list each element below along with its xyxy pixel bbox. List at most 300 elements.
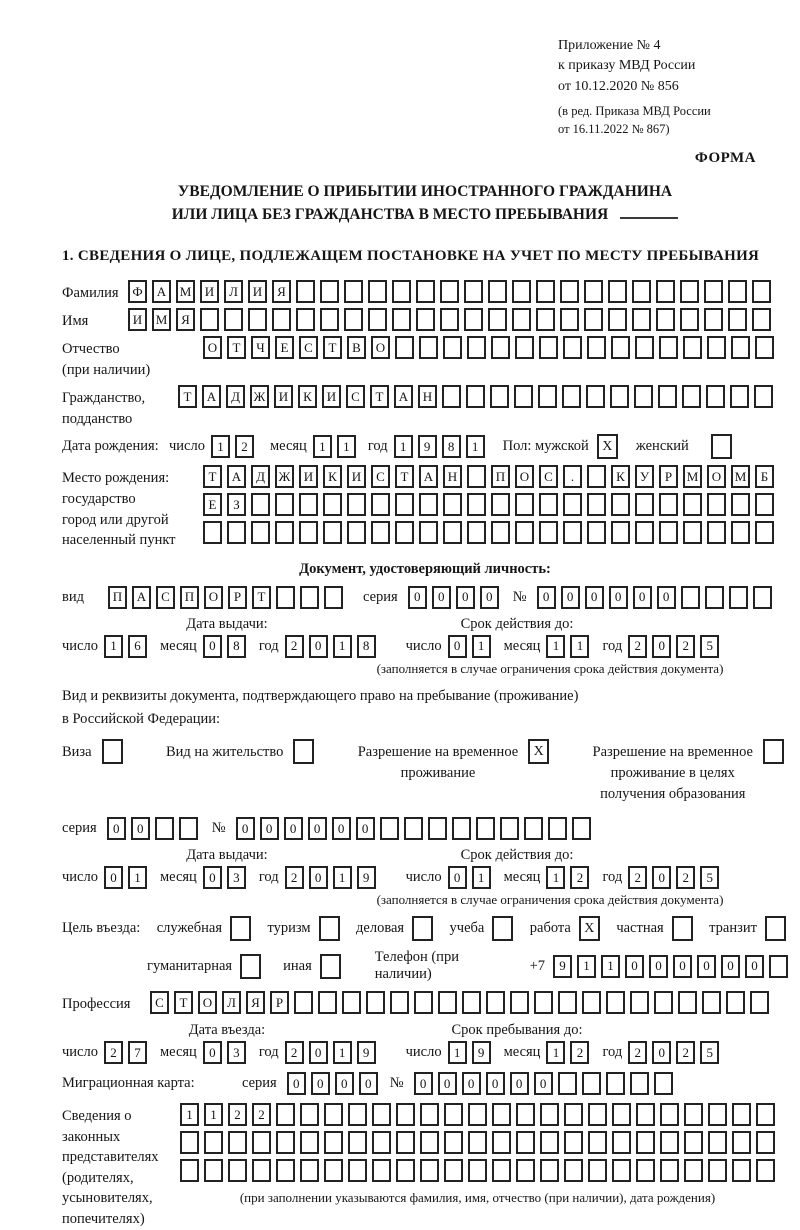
char-box[interactable] — [512, 308, 531, 331]
char-box[interactable] — [204, 1131, 223, 1154]
char-box[interactable] — [510, 991, 529, 1014]
char-box[interactable] — [606, 991, 625, 1014]
char-box[interactable] — [452, 817, 471, 840]
char-box[interactable] — [548, 817, 567, 840]
char-box[interactable] — [572, 817, 591, 840]
char-box[interactable]: О — [204, 586, 223, 609]
char-box[interactable] — [635, 336, 654, 359]
char-box[interactable] — [347, 493, 366, 516]
char-box[interactable] — [294, 991, 313, 1014]
char-box[interactable] — [586, 385, 605, 408]
char-box[interactable]: О — [371, 336, 390, 359]
char-box[interactable] — [366, 991, 385, 1014]
char-box[interactable]: 9 — [357, 866, 376, 889]
char-box[interactable] — [654, 991, 673, 1014]
char-box[interactable] — [155, 817, 174, 840]
char-box[interactable]: 0 — [537, 586, 556, 609]
char-box[interactable]: 9 — [418, 435, 437, 458]
char-box[interactable]: 2 — [676, 866, 695, 889]
char-box[interactable] — [442, 385, 461, 408]
char-box[interactable]: 0 — [673, 955, 692, 978]
char-box[interactable] — [368, 280, 387, 303]
char-box[interactable]: 2 — [252, 1103, 271, 1126]
char-box[interactable] — [324, 586, 343, 609]
char-box[interactable] — [416, 280, 435, 303]
char-box[interactable] — [658, 385, 677, 408]
char-box[interactable]: 1 — [211, 435, 230, 458]
char-box[interactable] — [444, 1103, 463, 1126]
char-box[interactable] — [584, 308, 603, 331]
char-box[interactable]: 5 — [700, 635, 719, 658]
char-box[interactable] — [404, 817, 423, 840]
char-box[interactable]: 2 — [676, 1041, 695, 1064]
char-box[interactable] — [563, 521, 582, 544]
char-box[interactable]: 0 — [657, 586, 676, 609]
char-box[interactable] — [681, 586, 700, 609]
char-box[interactable]: Б — [755, 465, 774, 488]
char-box[interactable] — [705, 586, 724, 609]
char-box[interactable] — [732, 1131, 751, 1154]
char-box[interactable] — [347, 521, 366, 544]
char-box[interactable] — [299, 493, 318, 516]
char-box[interactable] — [395, 521, 414, 544]
char-box[interactable]: 1 — [472, 635, 491, 658]
char-box[interactable] — [420, 1103, 439, 1126]
char-box[interactable] — [486, 991, 505, 1014]
char-box[interactable]: Я — [176, 308, 195, 331]
char-box[interactable]: И — [299, 465, 318, 488]
char-box[interactable]: 0 — [203, 635, 222, 658]
char-box[interactable]: 0 — [332, 817, 351, 840]
char-box[interactable] — [726, 991, 745, 1014]
char-box[interactable]: 8 — [227, 635, 246, 658]
char-box[interactable]: 2 — [628, 635, 647, 658]
char-box[interactable]: 0 — [448, 635, 467, 658]
char-box[interactable]: 1 — [466, 435, 485, 458]
char-box[interactable] — [248, 308, 267, 331]
char-box[interactable]: О — [198, 991, 217, 1014]
char-box[interactable] — [587, 493, 606, 516]
char-box[interactable] — [587, 465, 606, 488]
char-box[interactable]: 0 — [107, 817, 126, 840]
char-box[interactable]: Ж — [250, 385, 269, 408]
char-box[interactable] — [752, 280, 771, 303]
char-box[interactable] — [560, 280, 579, 303]
char-box[interactable]: 8 — [357, 635, 376, 658]
char-box[interactable]: А — [202, 385, 221, 408]
char-box[interactable] — [752, 308, 771, 331]
char-box[interactable]: 1 — [394, 435, 413, 458]
char-box[interactable] — [180, 1131, 199, 1154]
char-box[interactable] — [414, 991, 433, 1014]
char-box[interactable] — [635, 493, 654, 516]
char-box[interactable]: З — [227, 493, 246, 516]
char-box[interactable]: 0 — [652, 866, 671, 889]
char-box[interactable]: 5 — [700, 866, 719, 889]
char-box[interactable] — [683, 493, 702, 516]
char-box[interactable] — [392, 280, 411, 303]
char-box[interactable] — [732, 1103, 751, 1126]
char-box[interactable]: 0 — [260, 817, 279, 840]
char-box[interactable] — [464, 280, 483, 303]
char-box[interactable] — [558, 1072, 577, 1095]
char-box[interactable]: Р — [228, 586, 247, 609]
char-box[interactable] — [296, 308, 315, 331]
char-box[interactable]: П — [108, 586, 127, 609]
char-box[interactable] — [632, 280, 651, 303]
char-box[interactable] — [588, 1103, 607, 1126]
char-box[interactable] — [344, 280, 363, 303]
char-box[interactable] — [540, 1103, 559, 1126]
char-box[interactable] — [536, 308, 555, 331]
char-box[interactable] — [516, 1131, 535, 1154]
char-box[interactable]: Ч — [251, 336, 270, 359]
char-box[interactable]: 0 — [131, 817, 150, 840]
char-box[interactable]: Т — [178, 385, 197, 408]
char-box[interactable]: 0 — [510, 1072, 529, 1095]
char-box[interactable] — [462, 991, 481, 1014]
char-box[interactable] — [660, 1131, 679, 1154]
char-box[interactable]: Е — [275, 336, 294, 359]
char-box[interactable] — [558, 991, 577, 1014]
char-box[interactable] — [636, 1103, 655, 1126]
char-box[interactable] — [587, 336, 606, 359]
char-box[interactable] — [707, 493, 726, 516]
checkbox-purpose-business[interactable] — [412, 916, 433, 941]
char-box[interactable]: М — [176, 280, 195, 303]
char-box[interactable] — [342, 991, 361, 1014]
char-box[interactable] — [753, 586, 772, 609]
char-box[interactable]: 2 — [285, 1041, 304, 1064]
char-box[interactable]: Я — [246, 991, 265, 1014]
char-box[interactable] — [396, 1103, 415, 1126]
char-box[interactable]: 1 — [546, 866, 565, 889]
char-box[interactable] — [584, 280, 603, 303]
char-box[interactable] — [582, 1072, 601, 1095]
char-box[interactable]: Д — [251, 465, 270, 488]
char-box[interactable] — [678, 991, 697, 1014]
char-box[interactable] — [680, 280, 699, 303]
char-box[interactable]: 5 — [700, 1041, 719, 1064]
char-box[interactable] — [419, 521, 438, 544]
char-box[interactable]: 0 — [534, 1072, 553, 1095]
char-box[interactable] — [443, 336, 462, 359]
char-box[interactable]: Р — [270, 991, 289, 1014]
char-box[interactable]: 1 — [128, 866, 147, 889]
char-box[interactable]: Л — [224, 280, 243, 303]
char-box[interactable]: 2 — [104, 1041, 123, 1064]
char-box[interactable]: 0 — [203, 866, 222, 889]
checkbox-purpose-transit[interactable] — [765, 916, 786, 941]
char-box[interactable] — [588, 1131, 607, 1154]
char-box[interactable] — [395, 336, 414, 359]
char-box[interactable]: 1 — [601, 955, 620, 978]
char-box[interactable]: 1 — [333, 635, 352, 658]
char-box[interactable]: 0 — [356, 817, 375, 840]
char-box[interactable]: 1 — [472, 866, 491, 889]
char-box[interactable] — [606, 1072, 625, 1095]
char-box[interactable]: 0 — [414, 1072, 433, 1095]
char-box[interactable] — [536, 280, 555, 303]
char-box[interactable]: Т — [203, 465, 222, 488]
char-box[interactable] — [562, 385, 581, 408]
char-box[interactable] — [704, 280, 723, 303]
char-box[interactable] — [344, 308, 363, 331]
char-box[interactable]: 6 — [128, 635, 147, 658]
char-box[interactable] — [466, 385, 485, 408]
char-box[interactable]: 1 — [104, 635, 123, 658]
char-box[interactable]: . — [563, 465, 582, 488]
char-box[interactable] — [224, 308, 243, 331]
char-box[interactable] — [491, 521, 510, 544]
char-box[interactable] — [272, 308, 291, 331]
char-box[interactable] — [515, 336, 534, 359]
char-box[interactable] — [490, 385, 509, 408]
char-box[interactable] — [611, 521, 630, 544]
char-box[interactable] — [702, 991, 721, 1014]
char-box[interactable] — [516, 1103, 535, 1126]
char-box[interactable]: 0 — [448, 866, 467, 889]
char-box[interactable] — [390, 991, 409, 1014]
char-box[interactable] — [276, 1103, 295, 1126]
char-box[interactable]: 1 — [313, 435, 332, 458]
checkbox-temp-residence[interactable]: X — [528, 739, 549, 764]
char-box[interactable] — [682, 385, 701, 408]
char-box[interactable] — [632, 308, 651, 331]
char-box[interactable]: Т — [252, 586, 271, 609]
char-box[interactable]: Ж — [275, 465, 294, 488]
char-box[interactable] — [634, 385, 653, 408]
char-box[interactable] — [348, 1103, 367, 1126]
char-box[interactable]: М — [152, 308, 171, 331]
char-box[interactable] — [320, 308, 339, 331]
char-box[interactable] — [491, 493, 510, 516]
char-box[interactable]: 1 — [204, 1103, 223, 1126]
char-box[interactable] — [252, 1131, 271, 1154]
char-box[interactable]: 0 — [359, 1072, 378, 1095]
char-box[interactable]: О — [515, 465, 534, 488]
char-box[interactable]: 2 — [628, 866, 647, 889]
char-box[interactable]: 0 — [309, 866, 328, 889]
char-box[interactable]: 1 — [577, 955, 596, 978]
char-box[interactable] — [179, 817, 198, 840]
char-box[interactable] — [707, 521, 726, 544]
char-box[interactable] — [251, 493, 270, 516]
char-box[interactable]: 7 — [128, 1041, 147, 1064]
char-box[interactable]: Т — [395, 465, 414, 488]
char-box[interactable] — [419, 493, 438, 516]
char-box[interactable] — [419, 336, 438, 359]
char-box[interactable] — [228, 1131, 247, 1154]
char-box[interactable]: 0 — [652, 1041, 671, 1064]
char-box[interactable]: П — [491, 465, 510, 488]
char-box[interactable]: 1 — [333, 866, 352, 889]
char-box[interactable]: 1 — [337, 435, 356, 458]
char-box[interactable] — [755, 493, 774, 516]
char-box[interactable] — [563, 493, 582, 516]
char-box[interactable] — [368, 308, 387, 331]
char-box[interactable] — [708, 1103, 727, 1126]
char-box[interactable]: У — [635, 465, 654, 488]
char-box[interactable]: 0 — [480, 586, 499, 609]
char-box[interactable] — [538, 385, 557, 408]
char-box[interactable] — [560, 308, 579, 331]
char-box[interactable]: 0 — [284, 817, 303, 840]
char-box[interactable] — [635, 521, 654, 544]
char-box[interactable] — [659, 521, 678, 544]
char-box[interactable] — [684, 1103, 703, 1126]
char-box[interactable] — [416, 308, 435, 331]
char-box[interactable]: С — [371, 465, 390, 488]
char-box[interactable]: С — [346, 385, 365, 408]
char-box[interactable]: 0 — [633, 586, 652, 609]
char-box[interactable] — [636, 1131, 655, 1154]
char-box[interactable] — [443, 521, 462, 544]
char-box[interactable] — [769, 955, 788, 978]
char-box[interactable] — [630, 1072, 649, 1095]
char-box[interactable]: 0 — [697, 955, 716, 978]
checkbox-residence-permit[interactable] — [293, 739, 314, 764]
char-box[interactable] — [539, 493, 558, 516]
char-box[interactable]: М — [683, 465, 702, 488]
char-box[interactable]: 0 — [104, 866, 123, 889]
char-box[interactable] — [440, 308, 459, 331]
char-box[interactable] — [731, 493, 750, 516]
char-box[interactable] — [203, 521, 222, 544]
char-box[interactable]: Ф — [128, 280, 147, 303]
char-box[interactable] — [729, 586, 748, 609]
char-box[interactable]: И — [274, 385, 293, 408]
char-box[interactable] — [324, 1131, 343, 1154]
char-box[interactable] — [492, 1103, 511, 1126]
char-box[interactable] — [514, 385, 533, 408]
checkbox-purpose-other[interactable] — [320, 954, 341, 979]
char-box[interactable] — [464, 308, 483, 331]
char-box[interactable] — [654, 1072, 673, 1095]
char-box[interactable]: 0 — [308, 817, 327, 840]
char-box[interactable]: И — [347, 465, 366, 488]
char-box[interactable] — [467, 521, 486, 544]
char-box[interactable]: 0 — [649, 955, 668, 978]
char-box[interactable]: 1 — [546, 1041, 565, 1064]
char-box[interactable] — [539, 336, 558, 359]
checkbox-female[interactable] — [711, 434, 732, 459]
char-box[interactable] — [324, 1103, 343, 1126]
char-box[interactable]: 9 — [357, 1041, 376, 1064]
checkbox-purpose-study[interactable] — [492, 916, 513, 941]
char-box[interactable]: В — [347, 336, 366, 359]
char-box[interactable] — [612, 1103, 631, 1126]
char-box[interactable] — [300, 1131, 319, 1154]
char-box[interactable] — [656, 280, 675, 303]
char-box[interactable] — [756, 1131, 775, 1154]
char-box[interactable] — [704, 308, 723, 331]
char-box[interactable]: К — [611, 465, 630, 488]
char-box[interactable]: 2 — [628, 1041, 647, 1064]
char-box[interactable] — [395, 493, 414, 516]
char-box[interactable]: 8 — [442, 435, 461, 458]
char-box[interactable] — [251, 521, 270, 544]
char-box[interactable]: К — [323, 465, 342, 488]
char-box[interactable]: 0 — [311, 1072, 330, 1095]
char-box[interactable] — [440, 280, 459, 303]
char-box[interactable] — [564, 1103, 583, 1126]
char-box[interactable]: 1 — [333, 1041, 352, 1064]
char-box[interactable]: 0 — [309, 1041, 328, 1064]
char-box[interactable]: О — [203, 336, 222, 359]
char-box[interactable] — [582, 991, 601, 1014]
char-box[interactable]: Н — [443, 465, 462, 488]
char-box[interactable] — [467, 465, 486, 488]
char-box[interactable] — [680, 308, 699, 331]
char-box[interactable]: А — [227, 465, 246, 488]
char-box[interactable] — [468, 1131, 487, 1154]
char-box[interactable]: 3 — [227, 866, 246, 889]
char-box[interactable]: 2 — [285, 635, 304, 658]
char-box[interactable] — [276, 1131, 295, 1154]
char-box[interactable]: Я — [272, 280, 291, 303]
char-box[interactable] — [755, 521, 774, 544]
char-box[interactable] — [728, 308, 747, 331]
char-box[interactable]: 1 — [570, 635, 589, 658]
char-box[interactable]: 0 — [462, 1072, 481, 1095]
char-box[interactable]: П — [180, 586, 199, 609]
char-box[interactable] — [467, 336, 486, 359]
char-box[interactable]: И — [128, 308, 147, 331]
char-box[interactable]: Р — [659, 465, 678, 488]
char-box[interactable] — [731, 521, 750, 544]
checkbox-purpose-work[interactable]: X — [579, 916, 600, 941]
char-box[interactable] — [706, 385, 725, 408]
char-box[interactable] — [227, 521, 246, 544]
char-box[interactable] — [684, 1131, 703, 1154]
char-box[interactable]: С — [539, 465, 558, 488]
char-box[interactable]: Л — [222, 991, 241, 1014]
char-box[interactable] — [539, 521, 558, 544]
char-box[interactable] — [476, 817, 495, 840]
char-box[interactable] — [659, 493, 678, 516]
char-box[interactable] — [372, 1131, 391, 1154]
char-box[interactable] — [428, 817, 447, 840]
char-box[interactable] — [492, 1131, 511, 1154]
char-box[interactable]: Т — [174, 991, 193, 1014]
char-box[interactable]: А — [132, 586, 151, 609]
char-box[interactable] — [488, 308, 507, 331]
char-box[interactable]: 2 — [235, 435, 254, 458]
char-box[interactable]: 1 — [546, 635, 565, 658]
checkbox-purpose-humanitarian[interactable] — [240, 954, 261, 979]
char-box[interactable] — [296, 280, 315, 303]
char-box[interactable] — [707, 336, 726, 359]
char-box[interactable] — [380, 817, 399, 840]
char-box[interactable] — [276, 586, 295, 609]
char-box[interactable]: С — [150, 991, 169, 1014]
char-box[interactable]: 0 — [335, 1072, 354, 1095]
char-box[interactable] — [754, 385, 773, 408]
char-box[interactable]: 0 — [652, 635, 671, 658]
char-box[interactable]: 0 — [309, 635, 328, 658]
char-box[interactable] — [683, 336, 702, 359]
char-box[interactable] — [438, 991, 457, 1014]
char-box[interactable] — [300, 586, 319, 609]
char-box[interactable] — [512, 280, 531, 303]
char-box[interactable] — [491, 336, 510, 359]
char-box[interactable] — [318, 991, 337, 1014]
char-box[interactable] — [608, 280, 627, 303]
char-box[interactable]: Т — [323, 336, 342, 359]
char-box[interactable]: А — [419, 465, 438, 488]
char-box[interactable] — [323, 493, 342, 516]
